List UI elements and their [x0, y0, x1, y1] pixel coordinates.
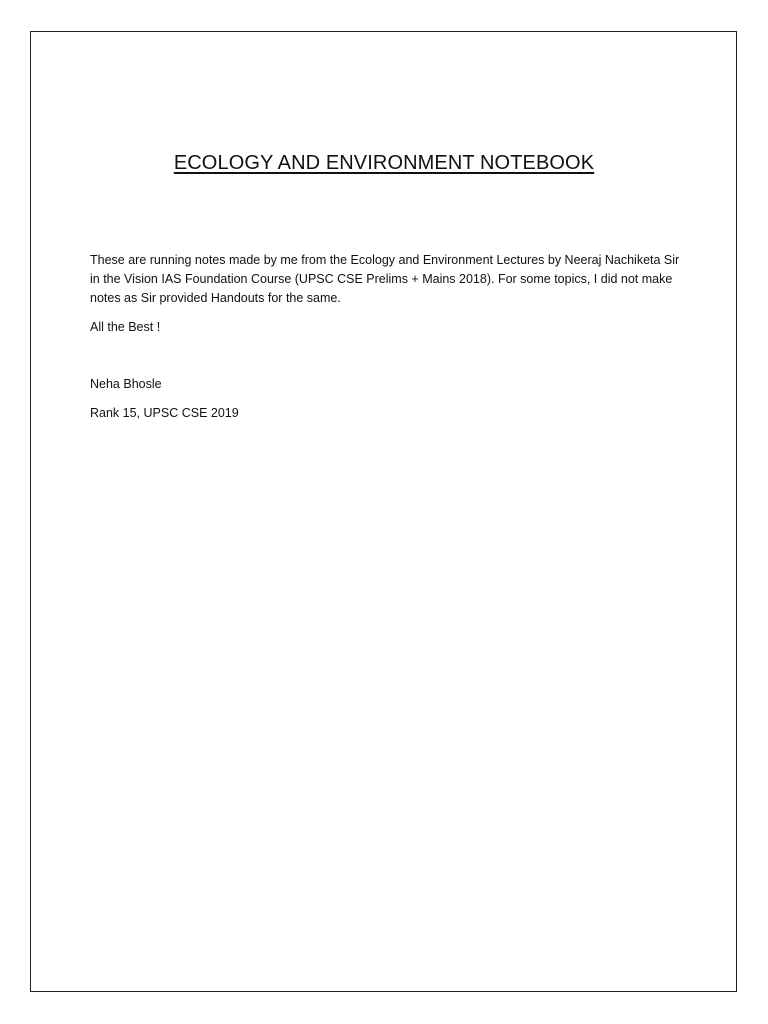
page-border	[30, 31, 737, 992]
author-name: Neha Bhosle	[90, 377, 162, 391]
author-rank: Rank 15, UPSC CSE 2019	[90, 406, 239, 420]
closing-line: All the Best !	[90, 320, 161, 334]
intro-paragraph: These are running notes made by me from the Ecology and Environment Lectures by Neeraj Nachiketa Sir in the Vision IAS Foundation Course (UPSC CSE Prelims + Mains 2018). For some topics, I did not make notes as Sir provided Handouts for the same.	[90, 253, 680, 305]
document-title: ECOLOGY AND ENVIRONMENT NOTEBOOK	[173, 152, 595, 174]
